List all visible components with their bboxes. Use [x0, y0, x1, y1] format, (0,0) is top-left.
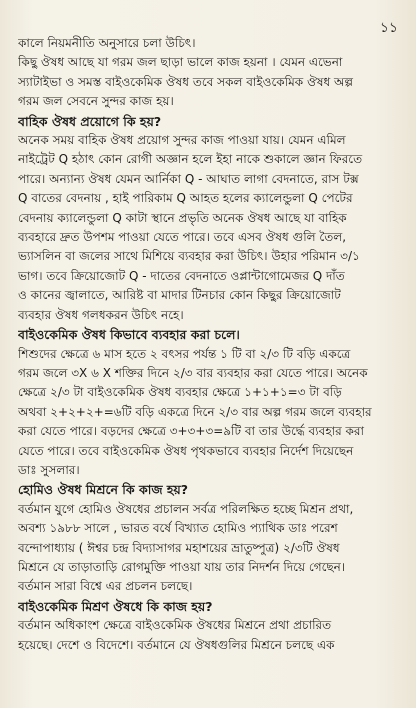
section-heading: বাহিক ঔষধ প্রয়োগে কি হয়?	[18, 113, 162, 129]
page-body	[18, 34, 402, 655]
text-line: যেতে পারে। তবে বাইওকেমিক ঔষধ পৃথকভাবে ব্যবহার নির্দেশ দিয়েছেন	[18, 443, 354, 458]
section-heading: বাইওকেমিক ঔষধ কিভাবে ব্যবহার করা চলে।	[18, 327, 240, 343]
text-line: গরম জল সেবনে সুন্দর কাজ হয়।	[18, 94, 174, 109]
text-line: ডাঃ সুসলার।	[18, 462, 80, 477]
text-line: ক্ষেত্রে ২/৩ টা বাইওকেমিক ঔষধ ব্যবহার ক্ষেত্রে ১+১+১=৩ টা বড়ি	[18, 385, 342, 400]
text-line: অবশ্য ১৯৮৮ সালে , ভারত বর্ষে বিখ্যাত হোমিও প্যাথিক ডাঃ পরেশ	[18, 521, 338, 536]
text-line: বন্দোপাধ্যায় ( ঈশ্বর চন্দ্র বিদ্যাসাগর মহাশয়ের ভ্রাতুষ্পুত্র) ২/৩টি ঔষধ	[18, 540, 340, 555]
section-heading: বাইওকেমিক মিশ্রণ ঔষধে কি কাজ হয়?	[18, 598, 213, 614]
text-line: ভ্যাসলিন বা জলের সাথে মিশিয়ে ব্যবহার করা উচিৎ। উহার পরিমান ৩/১	[18, 249, 360, 264]
text-line: করা যেতে পারে। বড়দের ক্ষেত্রে ৩+৩+৩=৯টি বা তার উর্দ্ধে ব্যবহার করা	[18, 424, 365, 439]
text-line: নাইট্রেট Q হঠাৎ কোন রোগী অজ্ঞান হলে ইহা নাকে শুকালে জ্ঞান ফিরতে	[18, 152, 363, 167]
text-line: ও কানের জ্বালাতে, আরিষ্ট বা মাদার টিনচার কোন কিছুর ক্রিয়োজোট	[18, 288, 341, 303]
text-line: অনেক সময় বাহিক ঔষধ প্রয়োগ সুন্দর কাজ পাওয়া যায়। যেমন এমিল	[18, 133, 346, 148]
text-line: বর্তমান সারা বিশ্বে এর প্রচলন চলছে।	[18, 579, 193, 594]
text-line: অথবা ২+২+২+=৬টি বড়ি একত্রে দিনে ২/৩ বার অল্প গরম জলে ব্যবহার	[18, 404, 372, 419]
text-line: বেদনায় ক্যালেন্ডুলা Q কাটা স্থানে প্রভৃতি অনেক ঔষধ আছে যা বাহিক	[18, 210, 347, 225]
page-number: ১১	[379, 20, 398, 36]
text-line: ব্যবহার ঔষধ গলধকরন উচিৎ নহে।	[18, 307, 184, 322]
text-line: শিশুদের ক্ষেত্রে ৬ মাস হতে ২ বৎসর পর্যন্ত ১ টি বা ২/৩ টি বড়ি একত্রে	[18, 346, 351, 361]
text-line: Q বাতের বেদনায় , হাই পারিকাম Q আহত হলের ক্যালেন্ডুলা Q পেটের	[18, 191, 353, 206]
text-line: বর্তমান যুগে হোমিও ঔষধের প্রচালন সর্বত্র পরিলক্ষিত হচ্ছে মিশ্রন প্রথা,	[18, 501, 354, 516]
text-line: কালে নিয়মনীতি অনুসারে চলা উচিৎ।	[18, 36, 196, 50]
text-line: বর্তমান অধিকাংশ ক্ষেত্রে বাইওকেমিক ঔষধের মিশ্রনে প্রথা প্রচারিত	[18, 618, 332, 633]
text-line: কিছু ঔষধ আছে যা গরম জল ছাড়া ভালে কাজ হয়না । যেমন এভেনা	[18, 55, 343, 70]
text-line: গরম জলে ৩X ৬ X শক্তির দিনে ২/৩ বার ব্যবহার করা যেতে পারে। অনেক	[18, 365, 368, 380]
text-line: ব্যবহারে দ্রুত উপশম পাওয়া যেতে পারে। তবে এসব ঔষধ গুলি তৈল,	[18, 230, 347, 245]
text-line: মিশ্রনে যে তাড়াতাড়ি রোগমুক্তি পাওয়া যায় তার নিদর্শন দিয়ে গেছেন।	[18, 559, 346, 574]
text-line: পারে। অন্যান্য ঔষধ যেমন আর্নিকা Q - আঘাত লাগা বেদনাতে, রাস টক্স	[18, 171, 359, 186]
text-line: হয়েছে। দেশে ও বিদেশে। বর্তমানে যে ঔষধগুলির মিশ্রনে চলছে এক	[18, 637, 335, 652]
text-line: স্যাটাইভা ও সমস্ত বাইওকেমিক ঔষধ তবে সকল বাইওকেমিক ঔষধ অল্প	[18, 74, 353, 89]
text-line: ভাগ। তবে ক্রিয়োজোট Q - দাতের বেদনাতে ওপ্লান্টাগোমেজর Q দাঁত	[18, 268, 345, 283]
section-heading: হোমিও ঔষধ মিশ্রনে কি কাজ হয়?	[18, 482, 189, 498]
